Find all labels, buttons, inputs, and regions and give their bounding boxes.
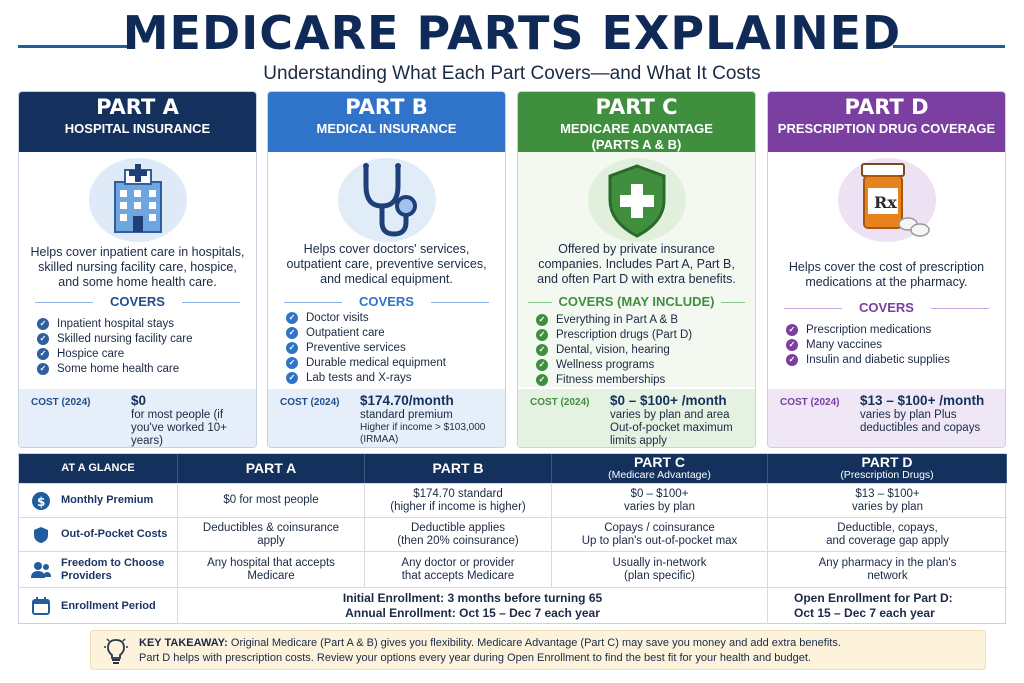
card-part-name: PART A	[96, 95, 179, 119]
card-part-name: PART D	[844, 95, 929, 119]
check-icon: ✓	[536, 374, 548, 386]
dollar-icon	[31, 491, 51, 511]
list-item: ✓ Prescription medications	[786, 322, 997, 337]
card-description: Helps cover inpatient care in hospitals, skilled nursing facility care, hospice, and some home health care.	[30, 245, 245, 289]
list-item: ✓ Skilled nursing facility care	[37, 331, 248, 346]
cost-box	[768, 389, 1005, 447]
card-part-d	[767, 91, 1006, 448]
check-icon: ✓	[786, 324, 798, 336]
card-description: Offered by private insurance companies. Includes Part A, Part B, and often Part D with extra benefits.	[537, 242, 736, 286]
check-icon: ✓	[536, 344, 548, 356]
takeaway-line2: Part D helps with prescription costs. Review your options every year during Open Enrollment to find the best fit for your health and budget.	[139, 652, 811, 664]
shield-icon	[31, 525, 51, 545]
table-corner: AT A GLANCE	[19, 454, 178, 483]
table-cell: Any hospital that accepts Medicare	[178, 552, 365, 587]
card-part-subtitle: HOSPITAL INSURANCE	[64, 121, 211, 136]
shield-cross-icon	[602, 160, 672, 240]
lightbulb-icon	[103, 637, 129, 670]
covers-list	[286, 310, 497, 385]
cost-label: COST (2024)	[280, 397, 340, 408]
cost-note: varies by plan and area Out-of-pocket maximum limits apply	[610, 409, 733, 447]
cost-label: COST (2024)	[780, 397, 840, 408]
column-header: PART A	[178, 454, 365, 483]
page-title: MEDICARE PARTS EXPLAINED	[122, 6, 902, 60]
check-icon: ✓	[536, 359, 548, 371]
card-body	[768, 152, 1005, 387]
card-description: Helps cover the cost of prescription medications at the pharmacy.	[788, 260, 985, 289]
comparison-table	[18, 453, 1006, 624]
column-header: PART B	[365, 454, 552, 483]
key-takeaway	[90, 630, 986, 670]
card-header	[268, 92, 505, 152]
card-part-c	[517, 91, 756, 448]
list-item: ✓ Preventive services	[286, 340, 497, 355]
page-subtitle: Understanding What Each Part Covers—and What It Costs	[263, 63, 761, 84]
check-icon: ✓	[286, 312, 298, 324]
table-cell: $0 – $100+ varies by plan	[552, 484, 768, 517]
table-cell: Any pharmacy in the plan's network	[818, 556, 957, 582]
table-cell: $13 – $100+ varies by plan	[852, 487, 923, 513]
list-item: ✓ Outpatient care	[286, 325, 497, 340]
list-item: ✓ Everything in Part A & B	[536, 312, 747, 327]
icon-backdrop	[89, 158, 187, 242]
check-icon: ✓	[37, 348, 49, 360]
table-cell: $174.70 standard (higher if income is higher)	[365, 484, 552, 517]
icon-backdrop	[338, 158, 436, 242]
cost-box	[518, 389, 755, 447]
cost-amount: $0	[131, 393, 147, 408]
enrollment-abc	[178, 588, 768, 624]
cost-label: COST (2024)	[530, 397, 590, 408]
list-item: ✓ Many vaccines	[786, 337, 997, 352]
card-part-name: PART B	[345, 95, 428, 119]
enrollment-annual: Annual Enrollment: Oct 15 – Dec 7 each year	[345, 606, 600, 620]
list-item: ✓ Doctor visits	[286, 310, 497, 325]
table-row-enrollment	[19, 588, 1007, 624]
covers-list	[786, 322, 997, 367]
card-part-a	[18, 91, 257, 448]
row-label: Out-of-Pocket Costs	[19, 518, 178, 551]
pill-bottle-icon	[852, 160, 932, 240]
list-item: ✓ Inpatient hospital stays	[37, 316, 248, 331]
calendar-icon	[31, 596, 51, 616]
check-icon: ✓	[37, 333, 49, 345]
header	[0, 0, 1024, 88]
column-header: PART C (Medicare Advantage)	[552, 454, 768, 483]
table-cell: $0 for most people	[178, 484, 365, 517]
column-header: PART D (Prescription Drugs)	[768, 454, 1007, 483]
card-body	[268, 152, 505, 387]
covers-heading: COVERS (MAY INCLUDE)	[528, 294, 745, 309]
svg-text:Rx: Rx	[874, 193, 897, 212]
list-item: ✓ Fitness memberships	[536, 372, 747, 387]
list-item: ✓ Prescription drugs (Part D)	[536, 327, 747, 342]
card-part-subtitle: MEDICARE ADVANTAGE (PARTS A & B)	[560, 121, 713, 152]
row-label: Freedom to Choose Providers	[19, 552, 178, 587]
row-label: Enrollment Period	[19, 588, 178, 624]
table-cell: Copays / coinsurance Up to plan's out-of-pocket max	[552, 518, 768, 551]
cost-label: COST (2024)	[31, 397, 91, 408]
list-item: ✓ Hospice care	[37, 346, 248, 361]
card-description: Helps cover doctors' services, outpatient care, preventive services, and medical equipment.	[286, 242, 487, 286]
cost-box	[19, 389, 256, 447]
check-icon: ✓	[37, 318, 49, 330]
table-header-row	[19, 454, 1007, 484]
check-icon: ✓	[286, 342, 298, 354]
check-icon: ✓	[37, 363, 49, 375]
card-part-subtitle: MEDICAL INSURANCE	[316, 121, 457, 136]
cost-amount: $0 – $100+ /month	[610, 393, 727, 408]
cost-amount: $174.70/month	[360, 393, 454, 408]
covers-heading: COVERS	[784, 300, 989, 315]
check-icon: ✓	[536, 314, 548, 326]
check-icon: ✓	[286, 372, 298, 384]
check-icon: ✓	[286, 327, 298, 339]
covers-heading: COVERS	[284, 294, 489, 309]
check-icon: ✓	[786, 339, 798, 351]
card-header	[768, 92, 1005, 152]
enrollment-d-dates: Oct 15 – Dec 7 each year	[794, 606, 935, 620]
table-cell: Usually in-network (plan specific)	[552, 552, 768, 587]
card-part-b	[267, 91, 506, 448]
cost-box	[268, 389, 505, 447]
enrollment-d	[768, 588, 1007, 624]
card-body	[19, 152, 256, 387]
card-header	[518, 92, 755, 152]
check-icon: ✓	[536, 329, 548, 341]
covers-list	[37, 316, 248, 376]
enrollment-initial: Initial Enrollment: 3 months before turning 65	[342, 591, 603, 605]
table-cell: Deductible applies (then 20% coinsurance)	[365, 518, 552, 551]
cost-note: for most people (if you've worked 10+ years)	[131, 409, 227, 447]
table-row	[19, 484, 1007, 518]
list-item: ✓ Some home health care	[37, 361, 248, 376]
takeaway-label: KEY TAKEAWAY:	[139, 637, 228, 649]
card-header	[19, 92, 256, 152]
enrollment-d-label: Open Enrollment for Part D:	[794, 591, 953, 605]
hospital-icon	[103, 160, 173, 238]
cost-note: standard premium	[360, 409, 453, 421]
card-part-subtitle: PRESCRIPTION DRUG COVERAGE	[777, 121, 996, 136]
table-cell: Deductibles & coinsurance apply	[178, 518, 365, 551]
table-cell: Deductible, copays, and coverage gap apply	[826, 521, 949, 547]
table-cell: Any doctor or provider that accepts Medicare	[365, 552, 552, 587]
check-icon: ✓	[286, 357, 298, 369]
list-item: ✓ Wellness programs	[536, 357, 747, 372]
stethoscope-icon	[352, 160, 422, 240]
list-item: ✓ Lab tests and X-rays	[286, 370, 497, 385]
card-part-name: PART C	[595, 95, 678, 119]
list-item: ✓ Dental, vision, hearing	[536, 342, 747, 357]
covers-heading: COVERS	[35, 294, 240, 309]
table-row	[19, 518, 1007, 552]
list-item: ✓ Insulin and diabetic supplies	[786, 352, 997, 367]
takeaway-text	[139, 636, 975, 666]
icon-backdrop	[588, 158, 686, 242]
people-icon	[31, 560, 51, 580]
covers-list	[536, 312, 747, 387]
card-body	[518, 152, 755, 387]
svg-text:$: $	[37, 494, 46, 509]
check-icon: ✓	[786, 354, 798, 366]
row-label: $ Monthly Premium	[19, 484, 178, 517]
cost-note: varies by plan Plus deductibles and copays	[860, 409, 981, 434]
cost-note-secondary: Higher if income > $103,000 (IRMAA)	[360, 422, 486, 445]
list-item: ✓ Durable medical equipment	[286, 355, 497, 370]
table-row	[19, 552, 1007, 588]
takeaway-line1: Original Medicare (Part A & B) gives you flexibility. Medicare Advantage (Part C) may save you money and add extra benefits.	[227, 637, 841, 649]
icon-backdrop	[838, 158, 936, 242]
cost-amount: $13 – $100+ /month	[860, 393, 985, 408]
